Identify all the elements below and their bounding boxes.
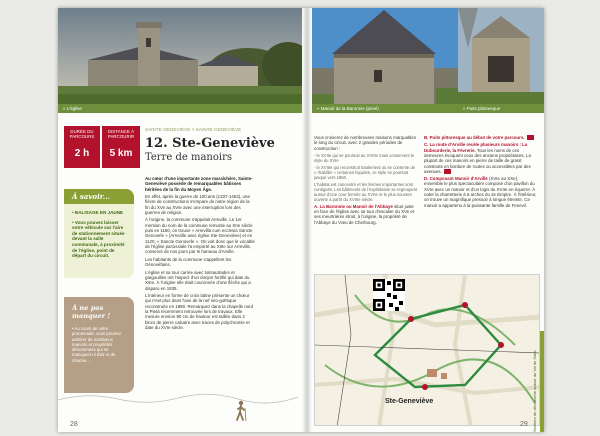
body-paragraph: À l'origine, la commune s'appelait Arreville. Le 1er mention du nom de la commune remonte au XIIe siècle puis en 1180, on trouve « Arrevilla cum ecclesia Sancte Genovefe » (Arreville avec église Ste-Geneviève) et en 1120, « Sancte Genovefe ». On voit donc que le vocable de l'église paroissiale l'a emporté au XIIIe sur Arreville, conservé de nos jours par le hameau d'Arville. [145,217,255,255]
duration-value: 2 h [74,148,90,159]
route-map [314,274,540,426]
body-paragraph: L'habitat est concentré et les fermes importantes sont contiguës. Les bâtiments de l'exploitation se regroupent autour d'une cour fermée au XVIIe et le plus souvent ouverte à partir du XVIIIe siècle. [314,181,418,202]
map-marker-icon [444,169,451,174]
map-town-label: Ste-Geneviève [385,398,434,405]
body-paragraph: L'intérieur en forme de croix latine présente un chœur qui n'est plus dans l'axe de la nef néo-gothique reconstruite en 1880. Remarquez dans la chapelle nord la Pietà récemment retrouvée lors de travaux. Elle mesure environ 90 cm de hauteur est taillée dans 2 blocs de pierre calcaire avec traces de polychromie et date du XVIe siècle. [145,292,254,330]
savoir-item: • BALISAGE EN JAUNE [72,210,124,215]
hiker-icon [234,400,248,422]
page-subtitle: Terre de manoirs [145,152,232,163]
manquer-title: À ne pas manquer ! [72,304,111,320]
poi-b-heading: B. Puits pittoresque au début de votre parcours. [424,135,525,140]
body-paragraph: En effet, après la guerre de 100 ans (1337-1453), une fièvre de constructions s'empare de notre région de la fin du XVe au XVIe avec une interruption lors des guerres de religion. [145,194,250,216]
duration-label: DURÉE DU PARCOURS [69,129,95,139]
photo-caption: « Puits pittoresque [458,104,544,113]
page-number-right: 29 [520,421,528,428]
distance-value: 5 km [109,148,133,159]
photo-caption: « L'église [58,104,302,113]
text-column-1 [314,135,418,227]
poi-d-heading: D. Composant Manoir d'Arville [424,176,488,182]
page-title: 12. Ste-Geneviève [145,136,275,151]
photo-caption: « Manoir de la Baronnie (privé) [312,104,458,113]
well-photo [458,8,544,104]
manquer-item: • Au cours de votre promenade, vous pourrez admirer de nombreux manoirs et propriétés dénommées qui ne manquent ni d'air ni de charme... [72,326,121,363]
side-tab [540,331,544,432]
church-photo [58,8,302,104]
poi-a-text: situé juste en face de l'église avec sa tour d'escalier du XVe et ses meurtrières étroit, à l'origine, la propriété de l'Abbaye du Vœu de Cherbourg. [314,203,415,225]
poi-c-text: Tous les noms de ces demeures évoquent ceux des anciens propriétaires. La plupart de ces manoirs en pierre de taille de granit construits en bordure de routes ou accessibles par des avenues. [424,147,531,174]
poi-a-heading: A. La Baronnie ou Manoir de l'Abbaye [314,203,393,209]
map-marker-icon [527,135,534,140]
article-body [145,176,255,332]
distance-badge [102,126,140,168]
distance-label: DISTANCE À PARCOURIR [107,129,135,139]
guidebook-spread [58,8,544,432]
decorative-wave [58,392,298,404]
qr-code-icon [373,279,405,311]
body-paragraph: Vous croiserez de nombreuses maisons marquables le long du circuit, avec 2 grandes périodes de construction : [314,135,417,151]
intro-paragraph: Au cœur d'une importante zone maraîchère, Sainte-Geneviève possède de remarquables bâtisses héritées de la fin du Moyen Âge. [145,176,253,192]
savoir-title: À savoir... [64,189,134,204]
breadcrumb: SAINTE-GENEVIÈVE > SAINTE-GENEVIÈVE [145,127,242,132]
body-paragraph: L'église et sa tour carrée avec toitsautrades et gargouilles ont l'aspect d'un donjon fortifié qui date du XIIIe. À l'origine elle était couronnée d'une flèche qui a disparu en 1935. [145,269,251,291]
body-paragraph: Les habitants de la commune s'appellent les Génovéfains. [145,256,232,268]
poi-d-text: (XVIe au XXe), ensemble le plus spectaculaire composé d'un pavillon du XVIe avec un manoir et d'un logis du XVIIe en équerre. À noter la charretterie à 6 arches du 2e Empire. À l'intérieur, on trouve un magnifique pressoir à longue étreinte. Ce manoir a appartenu à la puissante famille de Fenevil. [424,176,537,208]
savoir-item: • Vous pouvez laisser votre véhicule sur l'aire de stationnement située devant la salle communale, à proximité de l'église, point de départ du circuit. [72,219,125,259]
book-gutter [302,8,312,432]
duration-badge [64,126,100,168]
list-item: - le XVIIIe qui reconstruit totalement ou se contente de « rhabiller » certaines façades, ce style se poursuit jusque vers 1860. [314,164,416,180]
info-box-manquer [64,297,134,393]
list-item: - le XVIIe qui se poursuit au XVIIIe mais conservent le style du XVIe [314,152,415,163]
manor-photo [312,8,458,104]
info-box-savoir [64,189,134,278]
poi-c-heading: C. La route d'Arville recèle plusieurs manoirs : La Dubourderie, la Févrerie. [424,142,528,153]
text-column-2 [424,135,538,210]
page-number-left: 28 [70,421,78,428]
side-title: Sentiers de découverte autour du Val de Saire [532,350,537,432]
